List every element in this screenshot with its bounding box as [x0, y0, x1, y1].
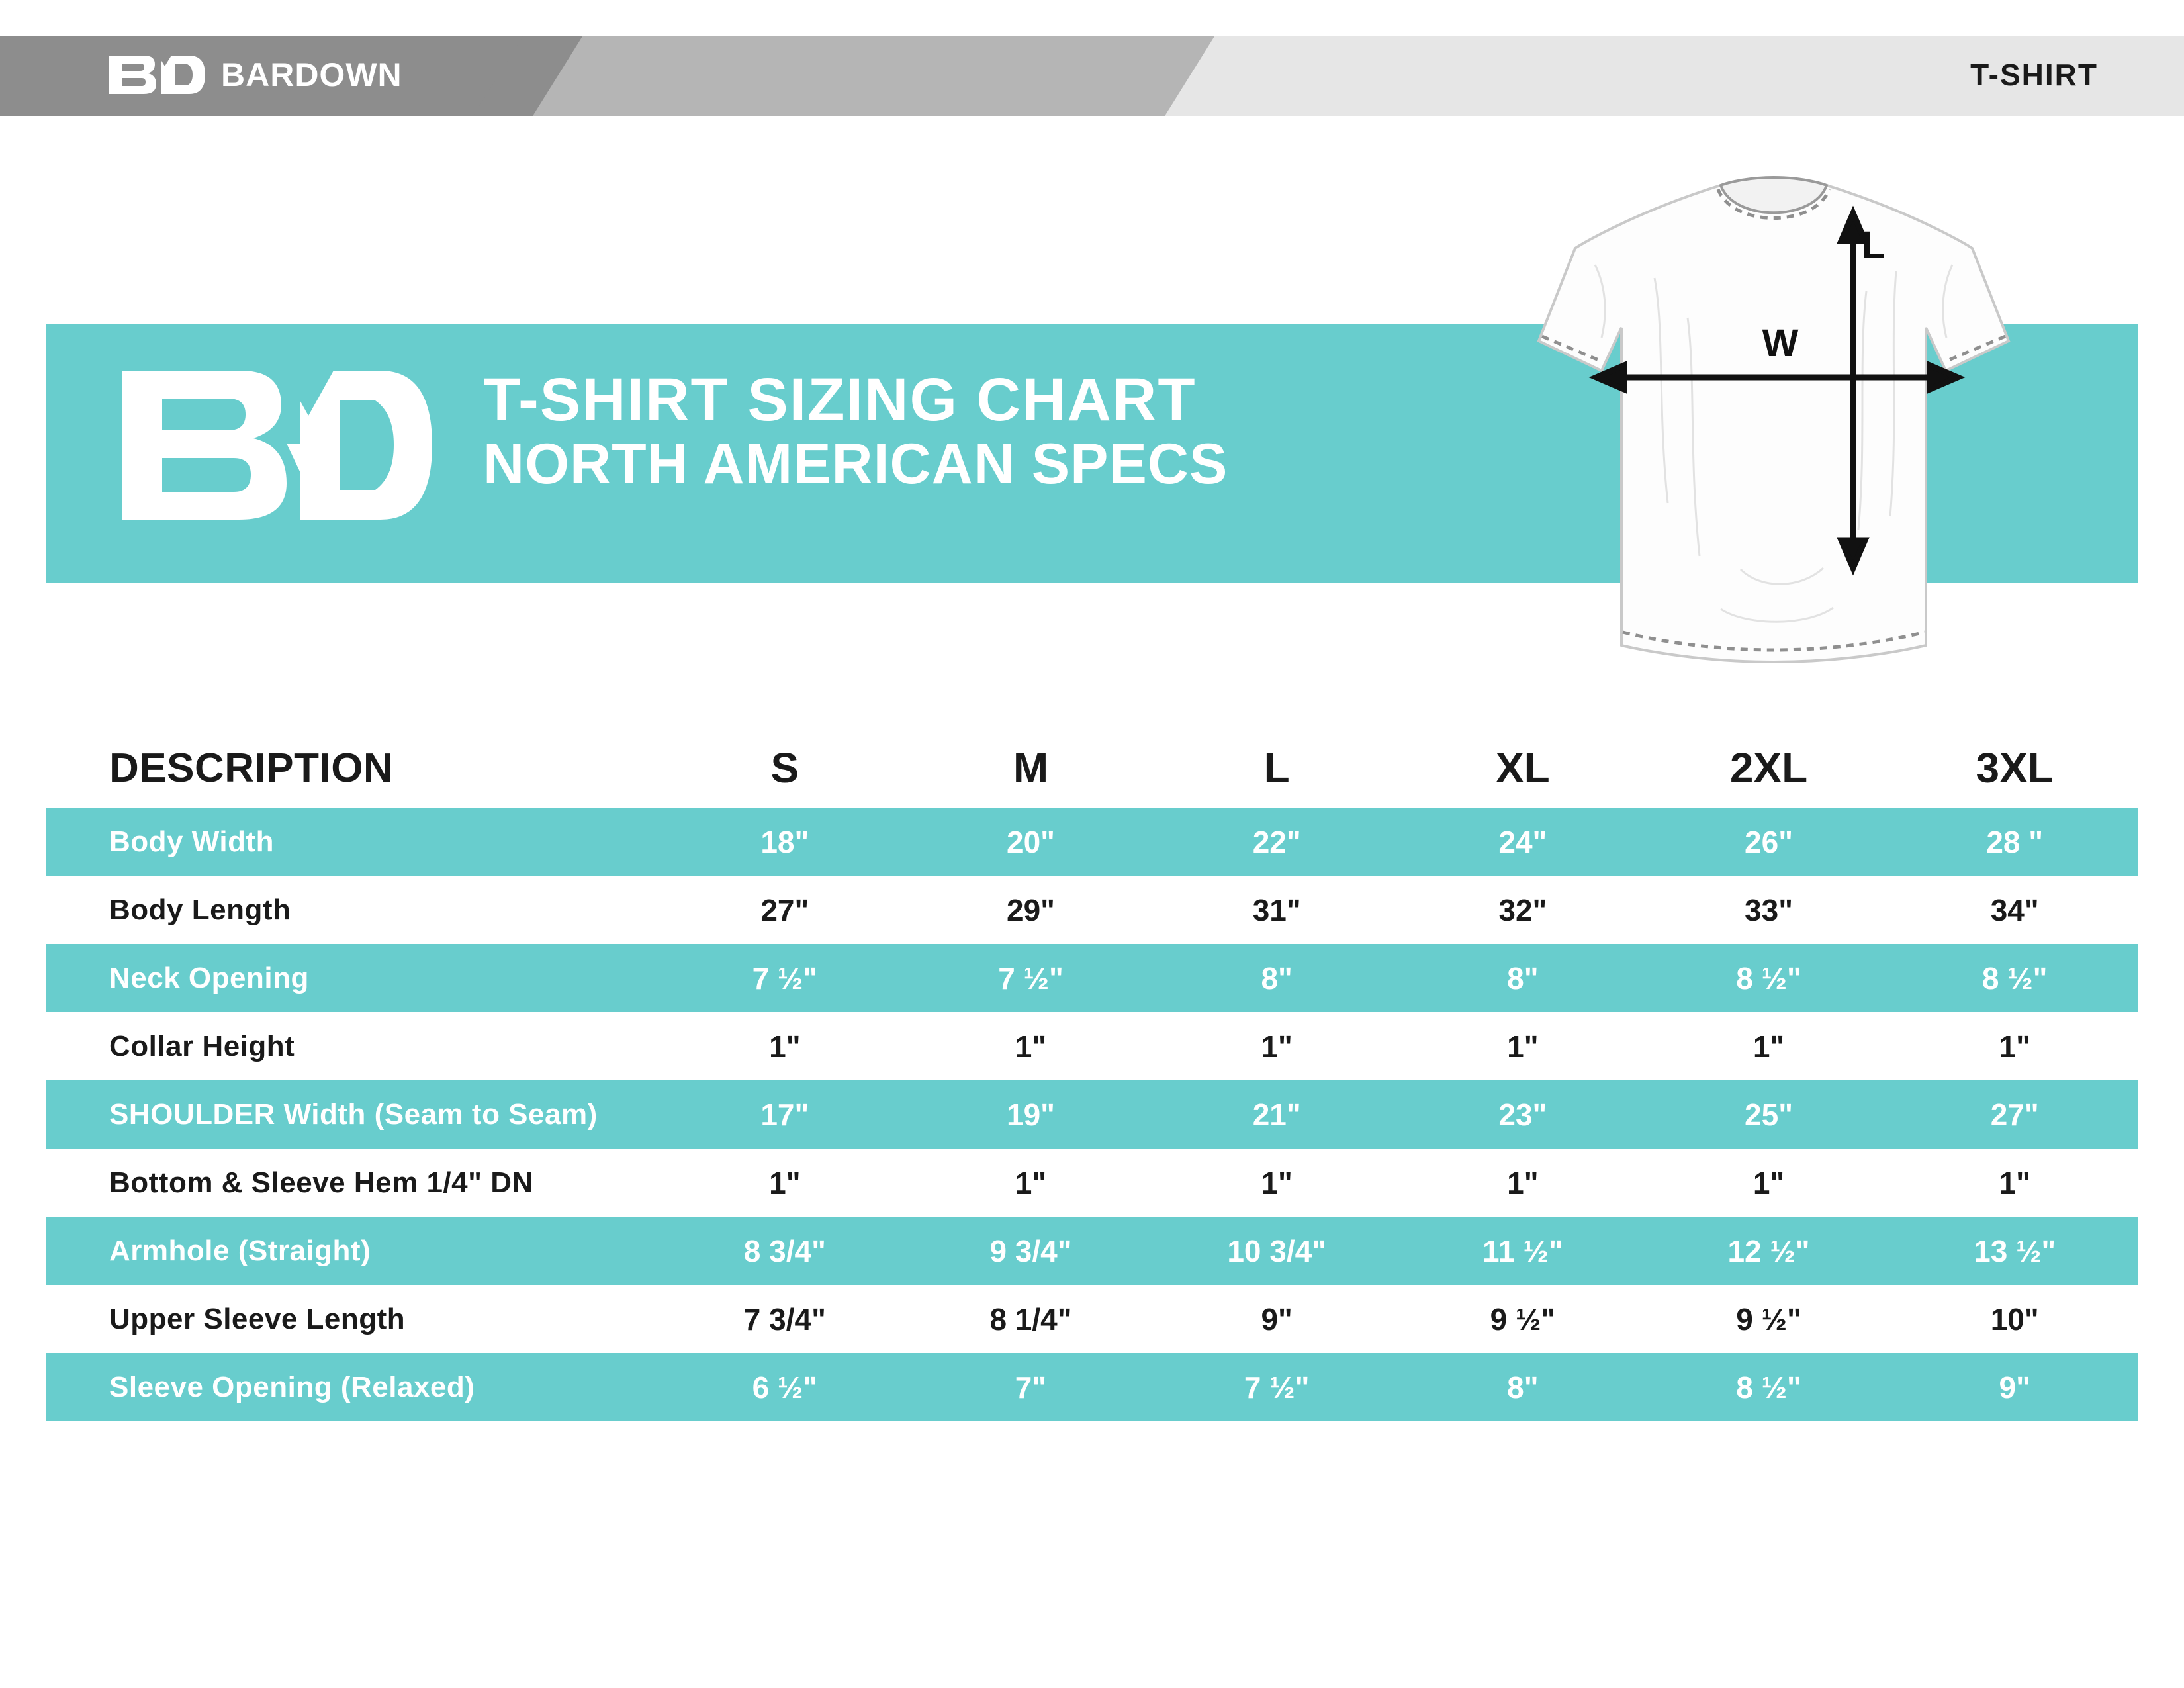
cell-m: 1" — [1015, 1165, 1047, 1200]
cell-s: 7 3/4" — [743, 1301, 826, 1336]
cell-m: 7 ½" — [998, 961, 1064, 996]
width-label: W — [1762, 322, 1799, 365]
cell-s: 8 3/4" — [743, 1233, 826, 1268]
column-header-description: DESCRIPTION — [109, 745, 394, 791]
cell-2xl: 25" — [1745, 1097, 1794, 1132]
cell-xl: 11 ½" — [1482, 1233, 1563, 1268]
top-bar — [0, 0, 2184, 116]
length-label: L — [1862, 224, 1886, 267]
cell-xl: 9 ½" — [1490, 1301, 1556, 1336]
cell-l: 9" — [1261, 1301, 1293, 1336]
table-row — [46, 1080, 2138, 1149]
cell-xl: 23" — [1498, 1097, 1547, 1132]
cell-l: 22" — [1252, 824, 1301, 859]
cell-m: 20" — [1007, 824, 1055, 859]
table-row — [46, 876, 2138, 944]
bardown-logo-large — [116, 364, 433, 526]
column-header-3xl: 3XL — [1976, 744, 2054, 792]
table-row — [46, 1217, 2138, 1285]
cell-s: 1" — [769, 1029, 801, 1064]
cell-l: 10 3/4" — [1227, 1233, 1327, 1268]
cell-s: 6 ½" — [752, 1370, 818, 1405]
sizing-table — [46, 728, 2138, 1421]
column-header-m: M — [1013, 744, 1049, 792]
cell-xl: 1" — [1507, 1029, 1539, 1064]
row-label: Neck Opening — [109, 961, 309, 994]
row-label: SHOULDER Width (Seam to Seam) — [109, 1098, 598, 1131]
row-label: Armhole (Straight) — [109, 1234, 371, 1267]
table-row — [46, 1012, 2138, 1080]
cell-m: 9 3/4" — [989, 1233, 1072, 1268]
cell-l: 31" — [1252, 892, 1301, 927]
cell-xl: 8" — [1507, 1370, 1539, 1405]
table-row — [46, 944, 2138, 1012]
cell-3xl: 13 ½" — [1974, 1233, 2056, 1268]
table-header-row — [46, 728, 2138, 808]
row-label: Body Width — [109, 825, 274, 858]
cell-2xl: 8 ½" — [1736, 1370, 1801, 1405]
chart-title-line1: T-SHIRT SIZING CHART — [483, 366, 1197, 434]
chart-title — [483, 367, 1228, 496]
cell-3xl: 28 " — [1986, 824, 2044, 859]
t-shirt-measurement-diagram — [1522, 159, 2025, 688]
cell-l: 8" — [1261, 961, 1293, 996]
cell-3xl: 9" — [1999, 1370, 2030, 1405]
cell-2xl: 8 ½" — [1736, 961, 1801, 996]
cell-m: 1" — [1015, 1029, 1047, 1064]
column-header-s: S — [770, 744, 799, 792]
table-row — [46, 1149, 2138, 1217]
cell-s: 17" — [760, 1097, 809, 1132]
column-header-xl: XL — [1495, 744, 1550, 792]
cell-m: 19" — [1007, 1097, 1055, 1132]
cell-3xl: 27" — [1990, 1097, 2039, 1132]
row-label: Upper Sleeve Length — [109, 1302, 406, 1335]
bardown-logo-icon — [106, 52, 205, 98]
cell-s: 27" — [760, 892, 809, 927]
cell-s: 7 ½" — [752, 961, 818, 996]
row-label: Body Length — [109, 893, 291, 926]
brand-name: BARDOWN — [221, 56, 402, 93]
cell-2xl: 1" — [1752, 1029, 1785, 1064]
cell-m: 8 1/4" — [989, 1301, 1072, 1336]
cell-l: 7 ½" — [1244, 1370, 1310, 1405]
brand-lockup — [106, 52, 402, 98]
table-row — [46, 808, 2138, 876]
cell-2xl: 9 ½" — [1736, 1301, 1801, 1336]
cell-xl: 1" — [1507, 1165, 1539, 1200]
document-type-label: T-SHIRT — [1970, 58, 2098, 92]
row-label: Collar Height — [109, 1029, 295, 1062]
cell-l: 1" — [1261, 1029, 1293, 1064]
table-row — [46, 1353, 2138, 1421]
cell-xl: 24" — [1498, 824, 1547, 859]
cell-l: 1" — [1261, 1165, 1293, 1200]
cell-3xl: 8 ½" — [1981, 961, 2048, 996]
row-label: Bottom & Sleeve Hem 1/4" DN — [109, 1166, 533, 1199]
column-header-l: L — [1263, 744, 1290, 792]
cell-3xl: 1" — [1999, 1165, 2030, 1200]
cell-xl: 8" — [1507, 961, 1539, 996]
cell-m: 29" — [1007, 892, 1055, 927]
cell-2xl: 33" — [1745, 892, 1794, 927]
chart-title-line2: NORTH AMERICAN SPECS — [483, 432, 1228, 496]
cell-3xl: 34" — [1990, 892, 2039, 927]
table-row — [46, 1285, 2138, 1353]
cell-s: 1" — [769, 1165, 801, 1200]
cell-3xl: 10" — [1990, 1301, 2039, 1336]
cell-l: 21" — [1252, 1097, 1301, 1132]
cell-xl: 32" — [1498, 892, 1547, 927]
row-label: Sleeve Opening (Relaxed) — [109, 1370, 475, 1403]
cell-2xl: 1" — [1752, 1165, 1785, 1200]
cell-3xl: 1" — [1999, 1029, 2030, 1064]
cell-2xl: 26" — [1745, 824, 1794, 859]
column-header-2xl: 2XL — [1729, 744, 1808, 792]
cell-s: 18" — [760, 824, 809, 859]
cell-m: 7" — [1015, 1370, 1047, 1405]
cell-2xl: 12 ½" — [1727, 1233, 1810, 1268]
